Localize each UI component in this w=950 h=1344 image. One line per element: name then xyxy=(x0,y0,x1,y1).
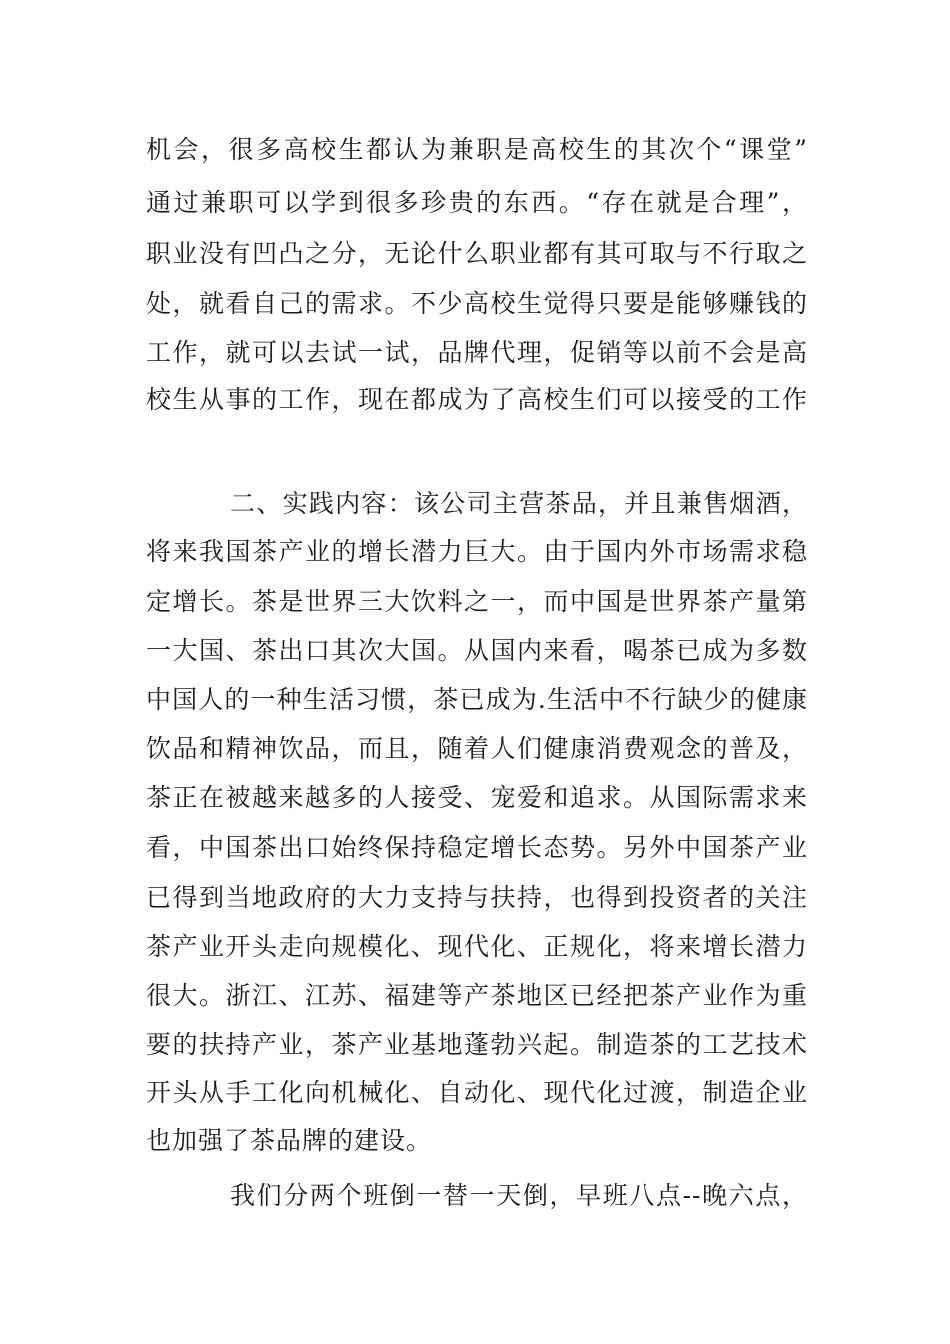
text-line: 工作，就可以去试一试，品牌代理，促销等以前不会是高 xyxy=(146,338,808,367)
text-line: 定增长。茶是世界三大饮料之一，而中国是世界茶产量第 xyxy=(146,587,808,616)
text-line: 通过兼职可以学到很多珍贵的东西。“存在就是合理”， xyxy=(146,188,808,217)
text-line: 我们分两个班倒一替一天倒，早班八点--晚六点， xyxy=(230,1181,808,1210)
text-line: 中国人的一种生活习惯，茶已成为.生活中不行缺少的健康 xyxy=(146,685,808,714)
text-line: 也加强了茶品牌的建设。 xyxy=(146,1126,433,1155)
text-line: 茶产业开头走向规模化、现代化、正规化，将来增长潜力 xyxy=(146,932,808,961)
text-line: 开头从手工化向机械化、自动化、现代化过渡，制造企业 xyxy=(146,1078,808,1107)
text-line: 将来我国茶产业的增长潜力巨大。由于国内外市场需求稳 xyxy=(146,537,808,566)
text-line: 二、实践内容：该公司主营茶品，并且兼售烟酒， xyxy=(230,489,808,518)
text-line: 已得到当地政府的大力支持与扶持，也得到投资者的关注 xyxy=(146,883,808,912)
text-line: 茶正在被越来越多的人接受、宠爱和追求。从国际需求来 xyxy=(146,783,808,812)
text-line: 看，中国茶出口始终保持稳定增长态势。另外中国茶产业 xyxy=(146,833,808,862)
text-line: 很大。浙江、江苏、福建等产茶地区已经把茶产业作为重 xyxy=(146,981,808,1010)
text-line: 校生从事的工作，现在都成为了高校生们可以接受的工作 xyxy=(146,385,808,414)
text-line: 饮品和精神饮品，而且，随着人们健康消费观念的普及， xyxy=(146,734,808,763)
text-line: 处，就看自己的需求。不少高校生觉得只要是能够赚钱的 xyxy=(146,289,808,318)
text-line: 要的扶持产业，茶产业基地蓬勃兴起。制造茶的工艺技术 xyxy=(146,1030,808,1059)
text-line: 机会，很多高校生都认为兼职是高校生的其次个“课堂” xyxy=(146,135,808,164)
text-line: 职业没有凹凸之分，无论什么职业都有其可取与不行取之 xyxy=(146,239,808,268)
text-line: 一大国、茶出口其次大国。从国内来看，喝茶已成为多数 xyxy=(146,636,808,665)
